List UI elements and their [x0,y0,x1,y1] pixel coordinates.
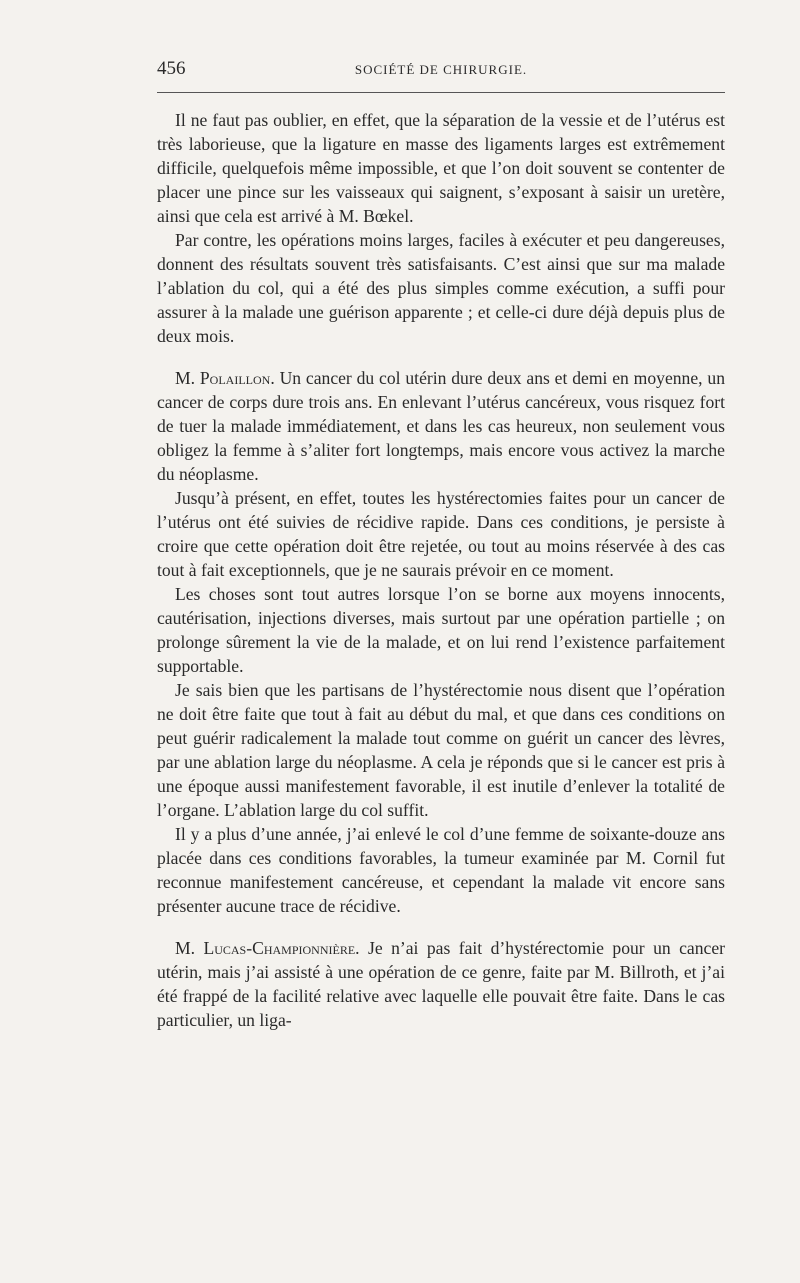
paragraph [157,228,725,348]
paragraph-text: Jusqu’à présent, en effet, toutes les hystérectomies faites pour un cancer de l’utérus ont été suivies de récidive rapide. Dans ces conditions, je persiste à croire que cette opération doit être rejetée, ou tout au moins réservée à des cas tout à fait exceptionnels, que je ne saurais prévoir en ce moment. [157,488,725,580]
paragraph [157,486,725,582]
paragraph [157,678,725,822]
speaker-name: M. Polaillon. [175,368,275,388]
paragraph-text: Je sais bien que les partisans de l’hystérectomie nous disent que l’opération ne doit être faite que tout à fait au début du mal, et que dans ces conditions on peut guérir radicalement la malade tout comme on guérit un cancer des lèvres, par une ablation large du néoplasme. A cela je réponds que si le cancer est pris à une époque aussi manifestement favorable, il est inutile d’enlever la totalité de l’organe. L’ablation large du col suffit. [157,680,725,820]
paragraph-text: Il ne faut pas oublier, en effet, que la séparation de la vessie et de l’utérus est très laborieuse, que la ligature en masse des ligaments larges est extrêmement difficile, quelquefois même impossible, et que l’on doit souvent se contenter de placer une pince sur les vaisseaux qui saignent, s’exposant à saisir un uretère, ainsi que cela est arrivé à M. Bœkel. [157,110,725,226]
paragraph-text: Je n’ai pas fait d’hystérectomie pour un cancer utérin, mais j’ai assisté à une opération de ce genre, faite par M. Billroth, et j’ai été frappé de la facilité relative avec laquelle elle pouvait être faite. Dans le cas particulier, un liga- [157,938,725,1030]
running-title: SOCIÉTÉ DE CHIRURGIE. [354,62,528,77]
page-number: 456 [157,58,186,79]
paragraph [157,582,725,678]
paragraph-text: Par contre, les opérations moins larges, faciles à exécuter et peu dangereuses, donnent des résultats souvent très satisfaisants. C’est ainsi que sur ma malade l’ablation du col, qui a été des plus simples comme exécution, a suffi pour assurer à la malade une guérison apparente ; et celle-ci dure déjà depuis plus de deux mois. [157,230,725,346]
paragraph [157,936,725,1032]
paragraph-text: Un cancer du col utérin dure deux ans et demi en moyenne, un cancer de corps dure trois ans. En enlevant l’utérus cancéreux, vous risquez fort de tuer la malade immédiatement, et dans les cas heureux, non seulement vous obligez la femme à s’aliter fort longtemps, mais encore vous activez la marche du néoplasme. [157,368,725,484]
body-text [157,108,725,1032]
paragraph-text: Les choses sont tout autres lorsque l’on se borne aux moyens innocents, cautérisation, injections diverses, mais surtout par une opération partielle ; on prolonge sûrement la vie de la malade, et on lui rend l’existence parfaitement supportable. [157,584,725,676]
paragraph-text: Il y a plus d’une année, j’ai enlevé le col d’une femme de soixante-douze ans placée dans ces conditions favorables, la tumeur examinée par M. Cornil fut reconnue manifestement cancéreuse, et cependant la malade vit encore sans présenter aucune trace de récidive. [157,824,725,916]
paragraph [157,366,725,486]
header-rule [157,92,725,93]
page-header [157,58,725,86]
speaker-name: M. Lucas-Championnière. [175,938,360,958]
paragraph [157,108,725,228]
paragraph [157,822,725,918]
